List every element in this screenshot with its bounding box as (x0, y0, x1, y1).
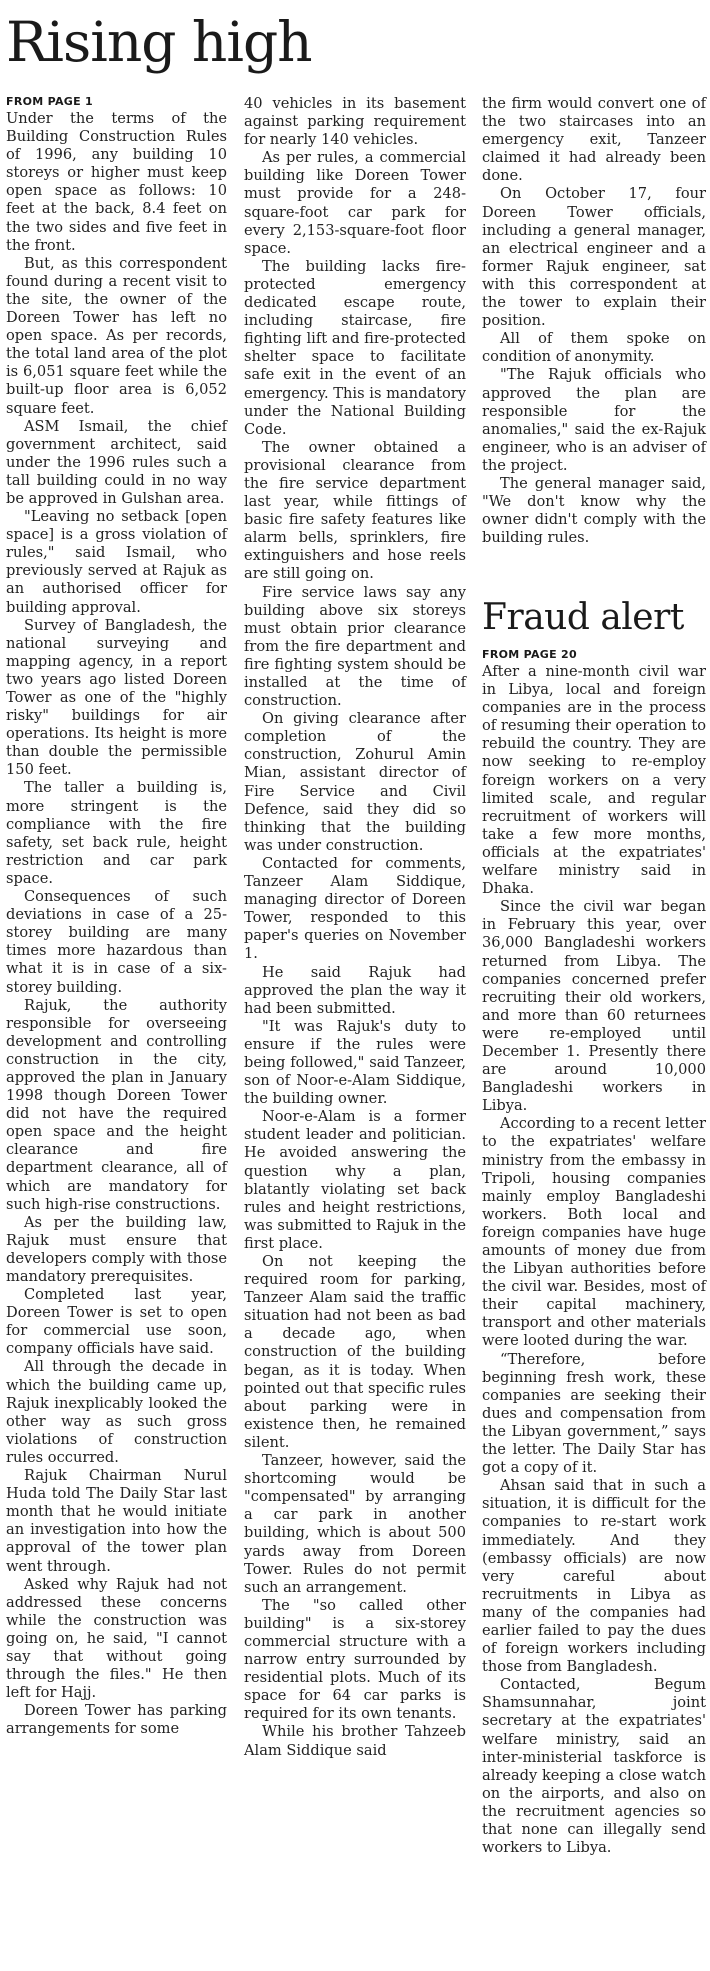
paragraph: While his brother Tahzeeb Alam Siddique said (244, 1723, 466, 1759)
paragraph: On giving clearance after completion of the construction, Zohurul Amin Mian, assistant director of Fire Service and Civil Defence, said they did so thinking that the building was under construction. (244, 710, 466, 854)
paragraph: On not keeping the required room for parking, Tanzeer Alam said the traffic situation had not been as bad a decade ago, when construction of the building began, as it is today. When pointed out that specific rules about parking were in existence then, he remained silent. (244, 1253, 466, 1451)
paragraph: 40 vehicles in its basement against parking requirement for nearly 140 vehicles. (244, 95, 466, 149)
paragraph: According to a recent letter to the expatriates' welfare ministry from the embassy in Tripoli, housing companies mainly employ Bangladeshi workers. Both local and foreign companies have huge amounts of money due from the Libyan authorities before the civil war. Besides, most of their capital machinery, transport and other materials were looted during the war. (482, 1115, 706, 1350)
paragraph: the firm would convert one of the two staircases into an emergency exit, Tanzeer claimed it had already been done. (482, 95, 706, 185)
headline-rising-high: Rising high (6, 10, 312, 74)
paragraph: Rajuk, the authority responsible for overseeing development and controlling construction in the city, approved the plan in January 1998 though Doreen Tower did not have the required open space and the height clearance and fire department clearance, all of which are mandatory for such high-rise constructions. (6, 996, 227, 1213)
paragraph: All through the decade in which the building came up, Rajuk inexplicably looked the other way as such gross violations of construction rules occurred. (6, 1358, 227, 1466)
from-page-label: FROM PAGE 20 (482, 648, 577, 661)
paragraph: Survey of Bangladesh, the national surveying and mapping agency, in a report two years ago listed Doreen Tower as one of the "highly risky" buildings for air operations. Its height is more than double the permissible 150 feet. (6, 616, 227, 779)
paragraph: All of them spoke on condition of anonymity. (482, 330, 706, 366)
paragraph: As per the building law, Rajuk must ensure that developers comply with those mandatory prerequisites. (6, 1213, 227, 1285)
paragraph: Asked why Rajuk had not addressed these concerns while the construction was going on, he said, "I cannot say that without going through the files." He then left for Hajj. (6, 1575, 227, 1702)
paragraph: “Therefore, before beginning fresh work, these companies are seeking their dues and compensation from the Libyan government,” says the letter. The Daily Star has got a copy of it. (482, 1350, 706, 1477)
paragraph: Ahsan said that in such a situation, it is difficult for the companies to re-start work immediately. And they (embassy officials) are now very careful about recruitments in Libya as many of the companies had earlier failed to pay the dues of foreign workers including those from Bangladesh. (482, 1477, 706, 1676)
paragraph: The owner obtained a provisional clearance from the fire service department last year, while fittings of basic fire safety features like alarm bells, sprinklers, fire extinguishers and hose reels are still going on. (244, 438, 466, 583)
paragraph: Doreen Tower has parking arrangements for some (6, 1702, 227, 1738)
paragraph: Contacted for comments, Tanzeer Alam Siddique, managing director of Doreen Tower, responded to this paper's queries on November 1. (244, 854, 466, 963)
paragraph: Since the civil war began in February this year, over 36,000 Bangladeshi workers returned from Libya. The companies concerned prefer recruiting their old workers, and more than 60 returnees were re-employed until December 1. Presently there are around 10,000 Bangladeshi workers in Libya. (482, 898, 706, 1115)
rising-high-column-3 (482, 95, 706, 547)
paragraph: Noor-e-Alam is a former student leader and politician. He avoided answering the question why a plan, blatantly violating set back rules and height restrictions, was submitted to Rajuk in the first place. (244, 1108, 466, 1252)
paragraph: Under the terms of the Building Construction Rules of 1996, any building 10 storeys or higher must keep open space as follows: 10 feet at the back, 8.4 feet on the two sides and five feet in the front. (6, 110, 227, 254)
paragraph: The taller a building is, more stringent is the compliance with the fire safety, set back rule, height restriction and car park space. (6, 779, 227, 887)
paragraph: Tanzeer, however, said the shortcoming would be "compensated" by arranging a car park in another building, which is about 500 yards away from Doreen Tower. Rules do not permit such an arrangement. (244, 1452, 466, 1596)
paragraph: The general manager said, "We don't know why the owner didn't comply with the building rules. (482, 474, 706, 547)
paragraph: Contacted, Begum Shamsunnahar, joint secretary at the expatriates' welfare ministry, said an inter-ministerial taskforce is already keeping a close watch on the airports, and also on the recruitment agencies so that none can illegally send workers to Libya. (482, 1676, 706, 1857)
fraud-alert-column (482, 648, 706, 1857)
paragraph: Fire service laws say any building above six storeys must obtain prior clearance from the fire department and fire fighting system should be installed at the time of construction. (244, 583, 466, 710)
rising-high-column-1 (6, 95, 227, 1738)
headline-fraud-alert: Fraud alert (482, 597, 684, 638)
paragraph: "It was Rajuk's duty to ensure if the rules were being followed," said Tanzeer, son of Noor-e-Alam Siddique, the building owner. (244, 1017, 466, 1108)
paragraph: The building lacks fire-protected emergency dedicated escape route, including staircase, fire fighting lift and fire-protected shelter space to facilitate safe exit in the event of an emergency. This is mandatory under the National Building Code. (244, 257, 466, 438)
paragraph: "The Rajuk officials who approved the plan are responsible for the anomalies," said the ex-Rajuk engineer, who is an adviser of the project. (482, 366, 706, 474)
from-page-label: FROM PAGE 1 (6, 95, 94, 108)
paragraph: On October 17, four Doreen Tower officials, including a general manager, an electrical engineer and a former Rajuk engineer, sat with this correspondent at the tower to explain their position. (482, 185, 706, 330)
paragraph: But, as this correspondent found during a recent visit to the site, the owner of the Doreen Tower has left no open space. As per records, the total land area of the plot is 6,051 square feet while the built-up floor area is 6,052 square feet. (6, 254, 227, 417)
paragraph: Consequences of such deviations in case of a 25-storey building are many times more hazardous than what it is in case of a six-storey building. (6, 888, 227, 996)
paragraph: ASM Ismail, the chief government architect, said under the 1996 rules such a tall building could in no way be approved in Gulshan area. (6, 417, 227, 507)
paragraph: After a nine-month civil war in Libya, local and foreign companies are in the process of resuming their operation to rebuild the country. They are now seeking to re-employ foreign workers on a very limited scale, and regular recruitment of workers will take a few more months, officials at the expatriates' welfare ministry said in Dhaka. (482, 663, 706, 898)
paragraph: "Leaving no setback [open space] is a gross violation of rules," said Ismail, who previously served at Rajuk as an authorised officer for building approval. (6, 508, 227, 616)
paragraph: As per rules, a commercial building like Doreen Tower must provide for a 248-square-foot car park for every 2,153-square-foot floor space. (244, 149, 466, 257)
paragraph: Rajuk Chairman Nurul Huda told The Daily Star last month that he would initiate an investigation into how the approval of the tower plan went through. (6, 1467, 227, 1575)
paragraph: The "so called other building" is a six-storey commercial structure with a narrow entry surrounded by residential plots. Much of its space for 64 car parks is required for its own tenants. (244, 1596, 466, 1723)
rising-high-column-2 (244, 95, 466, 1760)
paragraph: He said Rajuk had approved the plan the way it had been submitted. (244, 963, 466, 1017)
paragraph: Completed last year, Doreen Tower is set to open for commercial use soon, company officials have said. (6, 1286, 227, 1358)
